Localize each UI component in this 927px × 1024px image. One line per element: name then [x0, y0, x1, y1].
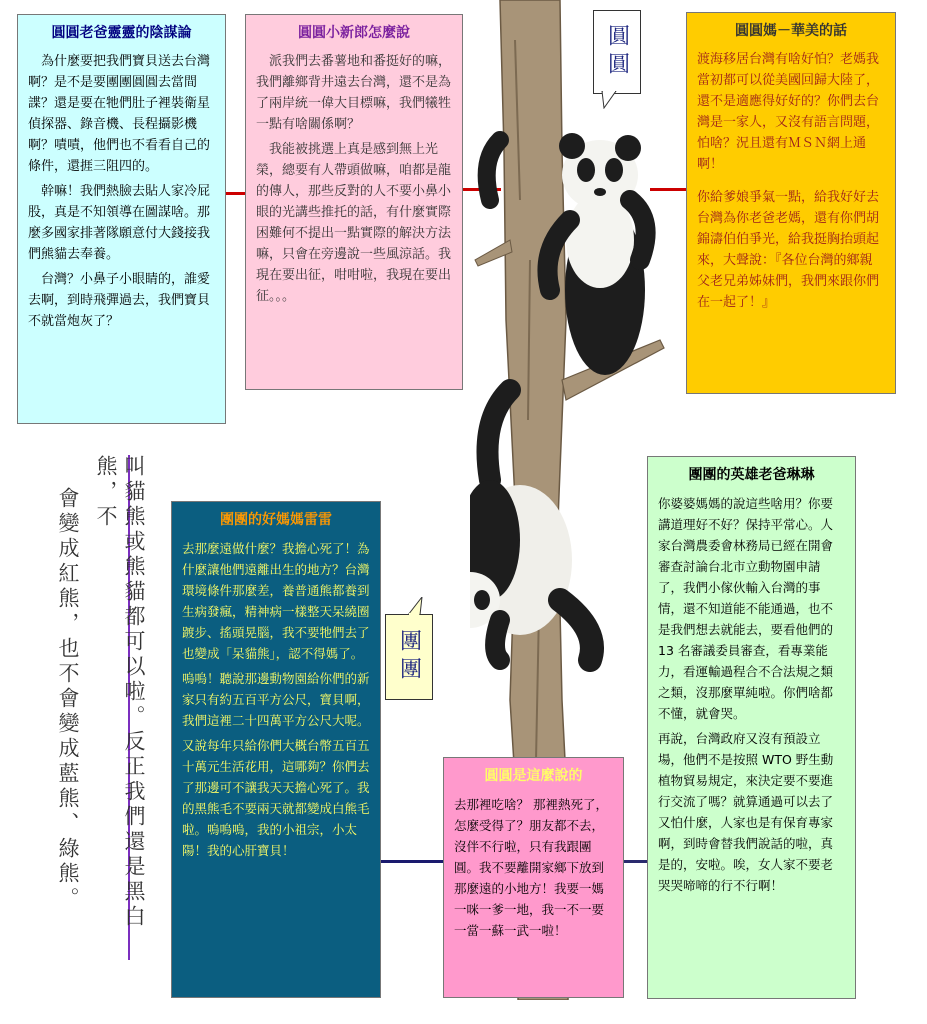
mom-leilei-title: 團團的好媽媽雷雷: [220, 512, 332, 528]
yuanyuan-groom-title: 圓圓小新郎怎麼說: [298, 25, 410, 41]
yuanyuan-says-title: 圓圓是這麼說的: [484, 768, 583, 784]
paragraph: 台灣？小鼻子小眼睛的，誰愛去啊，到時飛彈過去，我們寶貝不就當炮灰了？: [28, 272, 211, 329]
vertical-caption: [50, 455, 146, 975]
yuanyuan-groom-box: [245, 14, 463, 390]
speech-bubble-tuantuan: 團團: [385, 614, 433, 700]
paragraph: 去那裡吃啥？ 那裡熱死了，怎麼受得了？朋友都不去，沒伴不行啦，只有我跟團圓。我不要離開家鄉下放到那麼遠的小地方！我要一媽一咪一爹一地，我一不一要一當一蘇一武一啦！: [454, 797, 608, 938]
speech-bubble-tail: [404, 597, 426, 615]
dad-linlin-title: 團團的英雄老爸琳琳: [688, 467, 815, 483]
paragraph: 你給爹娘爭氣一點，給我好好去台灣為你老爸老媽，還有你們胡錦濤伯伯爭光，給我挺胸抬頭起來，大聲說：『各位台灣的鄉親父老兄弟姊妹們，我們來跟你們在一起了！』: [697, 190, 880, 310]
paragraph: 又說每年只給你們大概台幣五百五十萬元生活花用，這哪夠？你們去了那邊可不讓我天天擔心死了。我的黑熊毛不要兩天就都變成白熊毛啦。嗚嗚嗚，我的小祖宗，小太陽！我的心肝寶貝！: [182, 738, 370, 858]
dad-lingling-box: [17, 14, 226, 424]
paragraph: 去那麼遠做什麼？我擔心死了！為什麼讓他們遠離出生的地方？台灣環境條件那麼差，養普通熊都養到生病發瘋，精神病一樣整天呆繞圈踱步、搖頭晃腦，我不要牠們去了也變成「呆貓熊」，認不得媽了。: [182, 541, 370, 661]
mom-huamei-box: [686, 12, 896, 394]
mom-leilei-box: [171, 501, 381, 998]
speech-bubble-tail: [600, 91, 620, 109]
dad-lingling-title: 圓圓老爸靈靈的陰謀論: [51, 25, 192, 41]
paragraph: 渡海移居台灣有啥好怕？老媽我當初都可以從美國回歸大陸了，還不是適應得好好的？你們去台灣是一家人，又沒有語言問題，怕啥？況且還有ＭＳＮ網上通啊！: [697, 52, 880, 172]
paragraph: 幹嘛！我們熱臉去貼人家冷屁股，真是不知領導在圖謀啥。那麼多國家排著隊願意付大錢接我們熊貓去奉養。: [28, 184, 211, 262]
speech-bubble-yuanyuan: 圓圓: [593, 10, 641, 94]
paragraph: 為什麼要把我們寶貝送去台灣啊？是不是要團團圓圓去當間諜？還是要在牠們肚子裡裝衛星偵探器、錄音機、長程攝影機啊？嘖嘖，他們也不看看自己的條件，還捱三阻四的。: [28, 54, 211, 174]
dad-linlin-box: [647, 456, 856, 999]
paragraph: 派我們去番薯地和番挺好的嘛，我們離鄉背井遠去台灣，還不是為了兩岸統一偉大目標嘛，我們犧牲一點有啥關係啊？: [256, 54, 452, 132]
connector-line: [381, 860, 443, 863]
paragraph: 再說，台灣政府又沒有預設立場，他們不是按照 WTO 野生動植物貿易規定，來決定要不要進行交流了嗎？就算通過可以去了又怕什麼，人家也是有保育專家啊，到時會替我們說話的啦，真是的，安啦。唉，女人家不要老哭哭啼啼的行不行啊！: [658, 731, 834, 893]
paragraph: 我能被挑選上真是感到無上光榮，總要有人帶頭做嘛，咱都是龍的傳人，那些反對的人不要小鼻小眼的光講些推托的話，有什麼實際困難何不提出一點實際的解決方法嘛，只會在旁邊說一些風涼話。我現在要出征，咁咁啦，我現在要出征。。。: [256, 142, 452, 304]
paragraph: 嗚嗚！聽說那邊動物園給你們的新家只有約五百平方公尺，寶貝啊，我們這裡二十四萬平方公尺大呢。: [182, 671, 370, 728]
caption-line-2: 會變成紅熊，也不會變成藍熊、綠熊。: [56, 487, 80, 912]
mom-huamei-title: 圓圓媽－華美的話: [735, 23, 847, 39]
yuanyuan-says-box: [443, 757, 624, 998]
caption-line-1: 叫貓熊或熊貓都可以啦。反正我們還是黑白熊，不: [94, 455, 146, 930]
paragraph: 你婆婆媽媽的說這些啥用？你要講道理好不好？保持平常心。人家台灣農委會林務局已經在開會審查討論台北市立動物園申請了，我們小傢伙輸入台灣的事情，還不知道能不能通過，也不是我們想去就能去，要看他們的 13 名審議委員審查，看專業能力，看運輸過程合不合法規之類之類，沒那麼單純啦。你們啥都不懂，就會哭。: [658, 496, 834, 721]
connector-line: [226, 192, 246, 195]
